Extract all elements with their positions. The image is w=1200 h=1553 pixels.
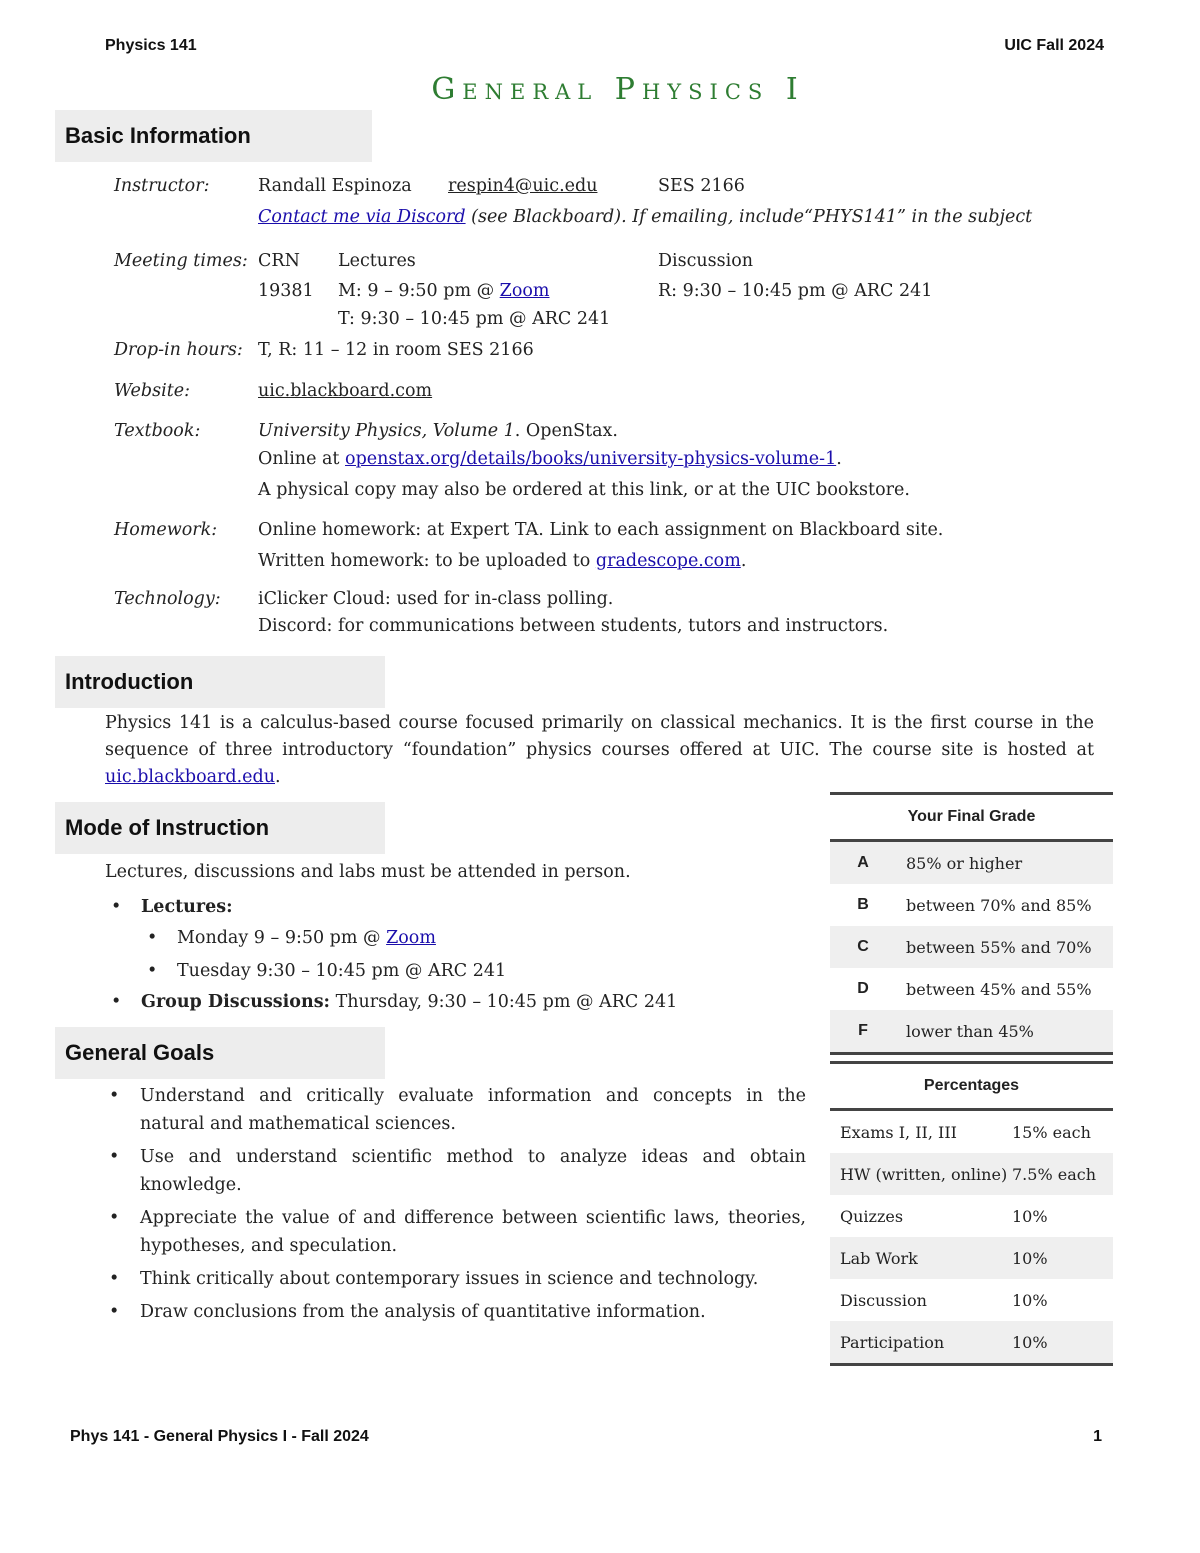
table-row [830, 884, 1113, 926]
contact-discord-link[interactable]: Contact me via Discord [258, 207, 466, 227]
monday-text: Monday 9 – 9:50 pm @ [177, 928, 387, 948]
grade-range: lower than 45% [896, 1010, 1113, 1054]
lectures-label: Lectures: [141, 897, 233, 917]
section-mode-of-instruction: Mode of Instruction [55, 802, 385, 854]
list-item [141, 922, 805, 955]
weight-value: 10% [1012, 1290, 1048, 1310]
table-row [830, 1321, 1113, 1365]
textbook-publisher: . OpenStax. [514, 421, 618, 441]
final-grade-table-wrap [830, 792, 1113, 1055]
meeting-label: Meeting times: [114, 251, 248, 271]
lecture-monday [338, 281, 550, 301]
instructor-label: Instructor: [114, 176, 210, 196]
homework-written-prefix: Written homework: to be uploaded to [258, 551, 596, 571]
intro-blackboard-link[interactable]: uic.blackboard.edu [105, 767, 276, 787]
homework-written-line [258, 551, 746, 571]
header-course: Physics 141 [105, 37, 197, 54]
section-basic-information: Basic Information [55, 110, 372, 162]
grade-range: between 45% and 55% [906, 979, 1092, 999]
grade-range: 85% or higher [896, 841, 1113, 885]
website-label: Website: [114, 381, 190, 401]
table-row [830, 926, 1113, 968]
textbook-online-link[interactable]: openstax.org/details/books/university-physics-volume-1 [345, 449, 837, 469]
table-row [830, 1153, 1113, 1195]
homework-written-suffix: . [740, 551, 747, 571]
textbook-online-line [258, 449, 842, 469]
list-item: • Draw conclusions from the analysis of quantitative information. [105, 1298, 806, 1326]
weight-item: Participation [830, 1321, 1012, 1365]
discussion-header: Discussion [658, 251, 754, 271]
list-item: • Appreciate the value of and difference between scientific laws, theories, hypotheses, and speculation. [105, 1204, 806, 1260]
table-row [830, 841, 1113, 885]
weight-value: 7.5% each [1012, 1153, 1113, 1195]
grade-letter: B [857, 896, 869, 913]
mode-list [105, 893, 805, 1017]
monday-zoom-link[interactable]: Zoom [386, 928, 436, 948]
weight-value: 15% each [1012, 1122, 1091, 1142]
technology-iclicker: iClicker Cloud: used for in-class polling. [258, 589, 614, 609]
weight-item: Discussion [840, 1290, 927, 1310]
final-grade-table [830, 792, 1113, 1055]
textbook-online-suffix: . [836, 449, 842, 469]
contact-note: (see Blackboard). If emailing, include“PHYS141” in the subject [465, 207, 1033, 227]
footer-title: Phys 141 - General Physics I - Fall 2024 [70, 1428, 369, 1445]
textbook-physical: A physical copy may also be ordered at this link, or at the UIC bookstore. [258, 480, 910, 500]
textbook-label: Textbook: [114, 421, 201, 441]
table-row [830, 1110, 1113, 1154]
header-term: UIC Fall 2024 [1004, 37, 1104, 54]
technology-discord: Discord: for communications between students, tutors and instructors. [258, 616, 889, 636]
lectures-header: Lectures [338, 251, 416, 271]
group-discussions-text: Thursday, 9:30 – 10:45 pm @ ARC 241 [330, 992, 678, 1012]
technology-label: Technology: [114, 589, 221, 609]
textbook-online-prefix: Online at [258, 449, 346, 469]
textbook-title-line [258, 421, 618, 441]
percentages-heading: Percentages [830, 1063, 1113, 1110]
website-link[interactable]: uic.blackboard.com [258, 381, 433, 401]
contact-line [258, 207, 1032, 227]
weight-item: HW (written, online) [830, 1153, 1012, 1195]
list-item [105, 988, 805, 1017]
instructor-office: SES 2166 [658, 176, 745, 196]
discussion-value: R: 9:30 – 10:45 pm @ ARC 241 [658, 281, 933, 301]
table-row [830, 1279, 1113, 1321]
group-discussions-label: Group Discussions: [141, 992, 331, 1012]
intro-suffix: . [275, 767, 281, 787]
page-number: 1 [1093, 1428, 1102, 1445]
percentages-table [830, 1061, 1113, 1366]
list-item [105, 893, 805, 988]
list-item: • Understand and critically evaluate information and concepts in the natural and mathematical sciences. [105, 1082, 806, 1138]
grade-letter: C [830, 926, 896, 968]
grade-letter: D [857, 980, 869, 997]
intro-text: Physics 141 is a calculus-based course focused primarily on classical mechanics. It is the first course in the sequence of three introductory “foundation” physics courses offered at UIC. The course site is hosted at [105, 713, 1094, 760]
lecture-tuesday: T: 9:30 – 10:45 pm @ ARC 241 [338, 309, 611, 329]
crn-header: CRN [258, 251, 300, 271]
dropin-label: Drop-in hours: [114, 340, 243, 360]
gradescope-link[interactable]: gradescope.com [595, 551, 741, 571]
list-item: • Tuesday 9:30 – 10:45 pm @ ARC 241 [141, 955, 805, 988]
grade-range: between 55% and 70% [896, 926, 1113, 968]
weight-value: 10% [1012, 1321, 1113, 1365]
weight-item: Exams I, II, III [840, 1122, 957, 1142]
final-grade-heading: Your Final Grade [830, 794, 1113, 841]
crn-value: 19381 [258, 281, 314, 301]
table-row [830, 1237, 1113, 1279]
list-item: • Think critically about contemporary issues in science and technology. [105, 1265, 806, 1293]
weight-value: 10% [1012, 1206, 1048, 1226]
page-title: General Physics I [431, 72, 805, 107]
table-row [830, 1195, 1113, 1237]
section-general-goals: General Goals [55, 1027, 385, 1079]
weight-item: Lab Work [830, 1237, 1012, 1279]
goals-list [105, 1082, 806, 1331]
grade-letter: F [830, 1010, 896, 1054]
table-row [830, 968, 1113, 1010]
list-item: • Use and understand scientific method to analyze ideas and obtain knowledge. [105, 1143, 806, 1199]
lecture-monday-text: M: 9 – 9:50 pm @ [338, 281, 500, 301]
percentages-table-wrap [830, 1061, 1113, 1366]
table-row [830, 1010, 1113, 1054]
intro-paragraph [105, 710, 1094, 791]
grade-letter: A [830, 841, 896, 885]
weight-item: Quizzes [840, 1206, 904, 1226]
grade-range: between 70% and 85% [906, 895, 1092, 915]
instructor-email-link[interactable]: respin4@uic.edu [448, 176, 598, 196]
homework-label: Homework: [114, 520, 218, 540]
dropin-value: T, R: 11 – 12 in room SES 2166 [258, 340, 534, 360]
mode-intro: Lectures, discussions and labs must be attended in person. [105, 862, 631, 882]
weight-value: 10% [1012, 1237, 1113, 1279]
lecture-zoom-link[interactable]: Zoom [499, 281, 550, 301]
section-introduction: Introduction [55, 656, 385, 708]
textbook-title: University Physics, Volume 1 [258, 421, 515, 441]
instructor-name: Randall Espinoza [258, 176, 412, 196]
homework-online: Online homework: at Expert TA. Link to each assignment on Blackboard site. [258, 520, 944, 540]
